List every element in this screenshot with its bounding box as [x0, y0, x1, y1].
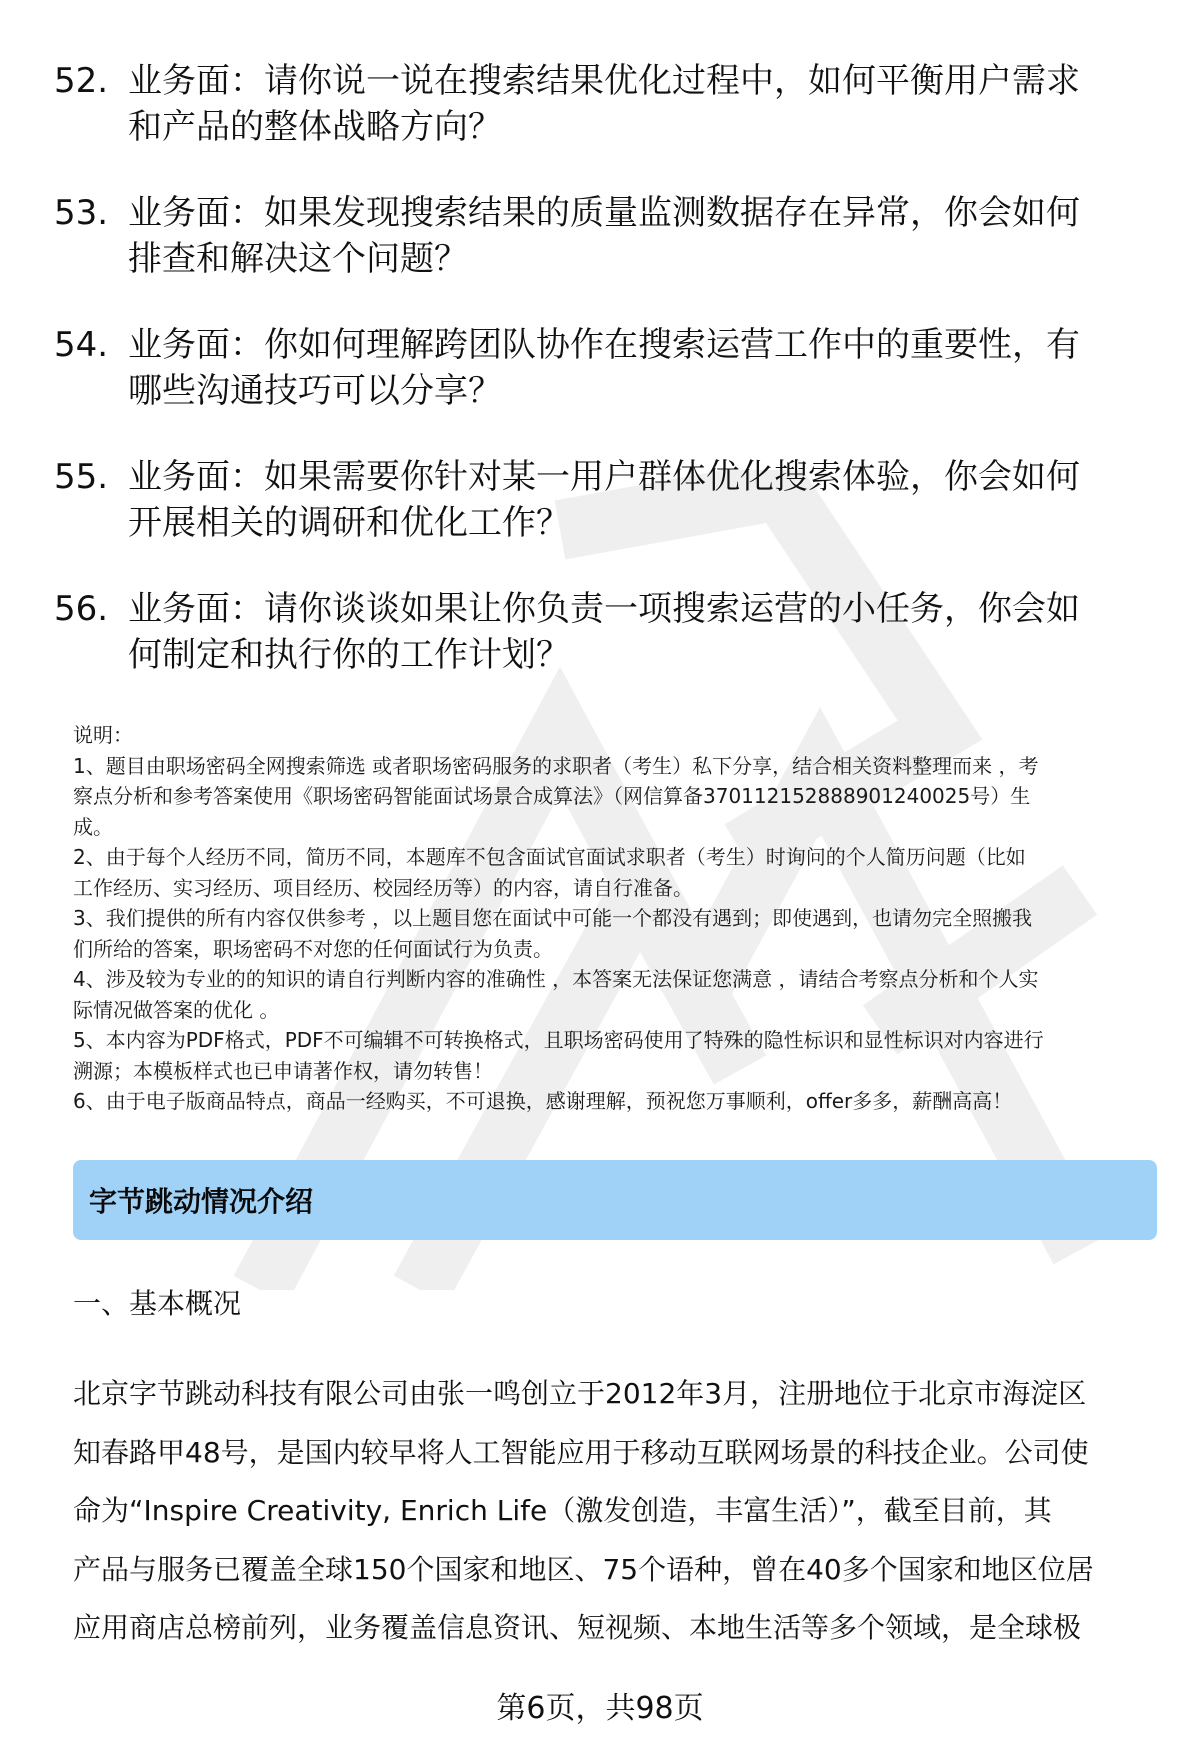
page-number: 第6页，共98页 — [496, 1691, 704, 1726]
question-text: 业务面：请你说一说在搜索结果优化过程中，如何平衡用户需求 和产品的整体战略方向？ — [128, 61, 1080, 147]
subheading: 一、基本概况 — [73, 1287, 242, 1320]
question-item — [0, 322, 1200, 454]
question-number: 52. — [54, 61, 109, 101]
note-line: 际情况做答案的优化 。 — [73, 997, 280, 1022]
note-line: 察点分析和参考答案使用《职场密码智能面试场景合成算法》（网信算备370112152888901240025号）生 — [73, 784, 1031, 808]
question-number: 56. — [54, 589, 109, 629]
body-line: 应用商店总榜前列，业务覆盖信息资讯、短视频、本地生活等多个领域，是全球极 — [73, 1611, 1082, 1644]
question-text: 业务面：如果需要你针对某一用户群体优化搜索体验，你会如何 开展相关的调研和优化工作？ — [128, 457, 1080, 543]
question-text: 业务面：请你谈谈如果让你负责一项搜索运营的小任务，你会如 何制定和执行你的工作计划？ — [128, 589, 1080, 675]
body-line: 知春路甲48号，是国内较早将人工智能应用于移动互联网场景的科技企业。公司使 — [73, 1435, 1089, 1469]
body-line: 北京字节跳动科技有限公司由张一鸣创立于2012年3月，注册地位于北京市海淀区 — [73, 1377, 1087, 1410]
question-text: 业务面：你如何理解跨团队协作在搜索运营工作中的重要性，有 哪些沟通技巧可以分享？ — [128, 325, 1080, 411]
question-item — [0, 586, 1200, 718]
note-line: 6、由于电子版商品特点，商品一经购买，不可退换，感谢理解，预祝您万事顺利，offer多多，薪酬高高！ — [73, 1089, 1013, 1113]
note-line: 4、涉及较为专业的的知识的请自行判断内容的准确性 ，本答案无法保证您满意 ，请结合考察点分析和个人实 — [73, 967, 1039, 991]
notes-title: 说明： — [73, 723, 133, 747]
body-line: 命为“Inspire Creativity, Enrich Life（激发创造，丰富生活）”，截至目前，其 — [73, 1494, 1052, 1527]
note-line: 3、我们提供的所有内容仅供参考 ，以上题目您在面试中可能一个都没有遇到；即使遇到，也请勿完全照搬我 — [73, 906, 1033, 930]
question-item — [0, 454, 1200, 586]
question-item — [0, 190, 1200, 322]
section-heading: 字节跳动情况介绍 — [89, 1185, 314, 1218]
note-line: 们所给的答案，职场密码不对您的任何面试行为负责。 — [73, 936, 553, 961]
question-text: 业务面：如果发现搜索结果的质量监测数据存在异常，你会如何 排查和解决这个问题？ — [128, 193, 1080, 279]
question-list — [0, 58, 1200, 718]
question-item — [0, 58, 1200, 190]
note-line: 1、题目由职场密码全网搜索筛选 或者职场密码服务的求职者（考生）私下分享，结合相关资料整理而来 ，考 — [73, 753, 1039, 778]
note-line: 溯源；本模板样式也已申请著作权，请勿转售！ — [73, 1058, 493, 1083]
note-line: 工作经历、实习经历、项目经历、校园经历等）的内容，请自行准备。 — [73, 875, 693, 900]
question-number: 53. — [54, 193, 109, 233]
body-paragraph — [73, 1365, 1163, 1658]
section-heading-box — [73, 1160, 1157, 1240]
question-number: 55. — [54, 457, 109, 497]
note-line: 5、本内容为PDF格式，PDF不可编辑不可转换格式，且职场密码使用了特殊的隐性标识和显性标识对内容进行 — [73, 1028, 1044, 1052]
note-line: 2、由于每个人经历不同，简历不同，本题库不包含面试官面试求职者（考生）时询问的个人简历问题（比如 — [73, 845, 1026, 869]
body-line: 产品与服务已覆盖全球150个国家和地区、75个语种，曾在40多个国家和地区位居 — [73, 1552, 1094, 1586]
notes-block — [73, 720, 1163, 1117]
note-line: 成。 — [73, 814, 113, 839]
question-number: 54. — [54, 325, 109, 365]
